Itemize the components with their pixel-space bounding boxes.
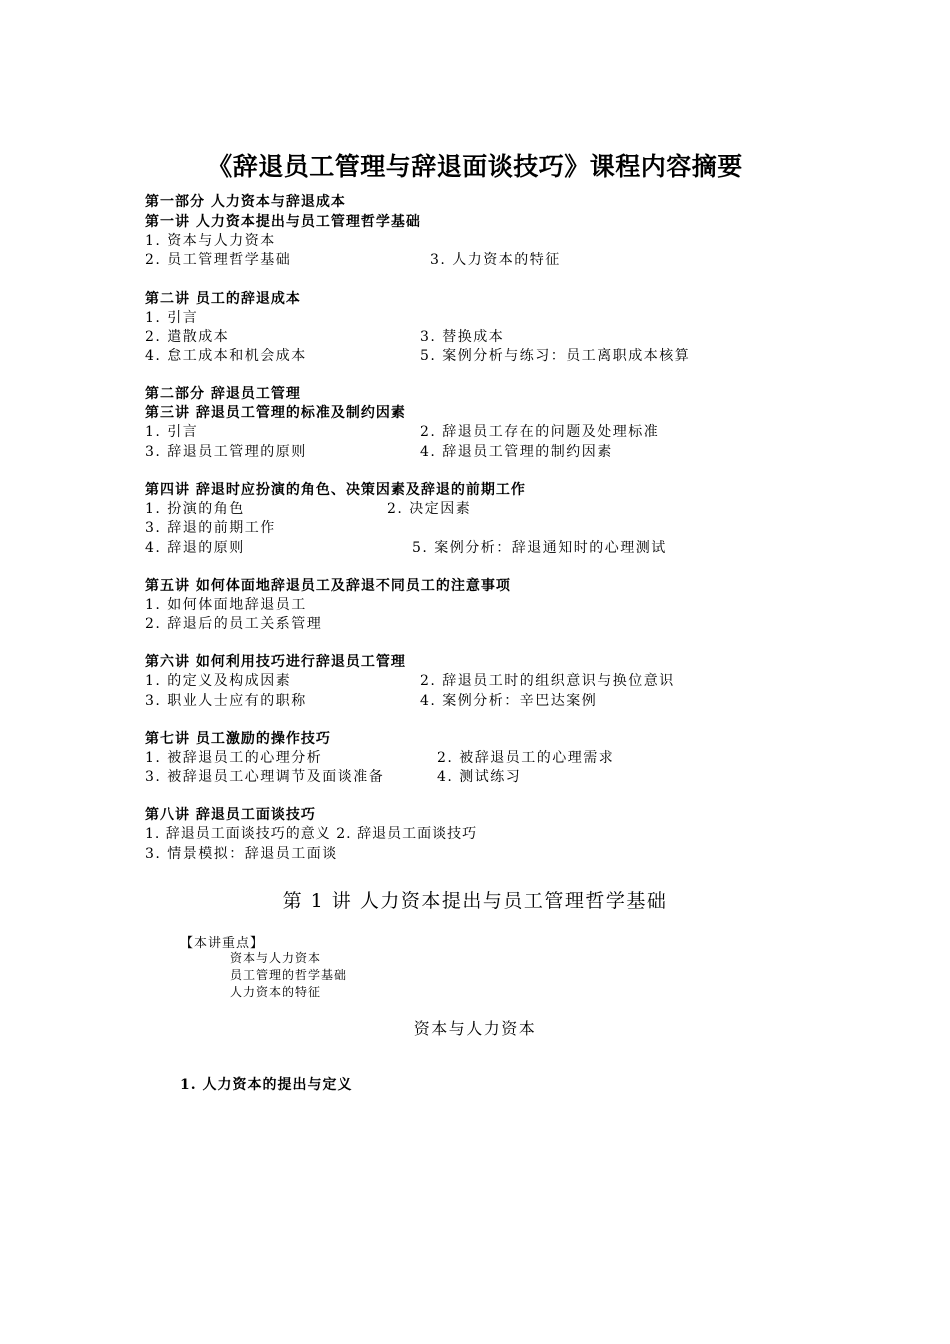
section-caption: 资本与人力资本	[413, 1019, 537, 1038]
lecture6-heading: 第六讲 如何利用技巧进行辞退员工管理	[145, 654, 406, 670]
list-item: 4. 怠工成本和机会成本	[145, 348, 307, 364]
list-item: 3. 辞退的前期工作	[145, 520, 276, 536]
key-point-item: 资本与人力资本	[230, 951, 322, 965]
lecture4-heading: 第四讲 辞退时应扮演的角色、决策因素及辞退的前期工作	[145, 482, 526, 498]
list-item: 4. 测试练习	[437, 769, 522, 785]
list-item: 3. 替换成本	[420, 329, 505, 345]
list-item: 1. 的定义及构成因素	[145, 673, 292, 689]
list-item: 1. 资本与人力资本	[145, 233, 276, 249]
list-item: 2. 被辞退员工的心理需求	[437, 750, 615, 766]
list-item: 1. 被辞退员工的心理分析	[145, 750, 323, 766]
list-item: 3. 职业人士应有的职称	[145, 693, 307, 709]
list-item: 2. 辞退员工存在的问题及处理标准	[420, 424, 660, 440]
lecture8-heading: 第八讲 辞退员工面谈技巧	[145, 807, 316, 823]
list-item: 1. 引言	[145, 310, 199, 326]
list-item: 1. 辞退员工面谈技巧的意义 2. 辞退员工面谈技巧	[145, 826, 478, 842]
list-item: 2. 员工管理哲学基础	[145, 252, 292, 268]
list-item: 3. 情景模拟：辞退员工面谈	[145, 846, 338, 862]
list-item: 3. 辞退员工管理的原则	[145, 444, 307, 460]
list-item: 4. 案例分析：辛巴达案例	[420, 693, 598, 709]
key-point-item: 人力资本的特征	[230, 985, 322, 999]
part1-heading: 第一部分 人力资本与辞退成本	[145, 194, 346, 210]
list-item: 2. 遣散成本	[145, 329, 230, 345]
document-title: 《辞退员工管理与辞退面谈技巧》课程内容摘要	[207, 152, 743, 181]
list-item: 2. 辞退员工时的组织意识与换位意识	[420, 673, 675, 689]
list-item: 2. 决定因素	[387, 501, 472, 517]
list-item: 3. 被辞退员工心理调节及面谈准备	[145, 769, 385, 785]
key-points-label: 【本讲重点】	[180, 936, 265, 951]
lecture1-heading: 第一讲 人力资本提出与员工管理哲学基础	[145, 214, 421, 230]
list-item: 5. 案例分析与练习：员工离职成本核算	[420, 348, 691, 364]
subsection-heading: 1. 人力资本的提出与定义	[180, 1077, 353, 1093]
list-item: 3. 人力资本的特征	[430, 252, 561, 268]
lecture2-heading: 第二讲 员工的辞退成本	[145, 291, 301, 307]
list-item: 1. 扮演的角色	[145, 501, 245, 517]
list-item: 5. 案例分析：辞退通知时的心理测试	[412, 540, 667, 556]
key-point-item: 员工管理的哲学基础	[230, 968, 348, 982]
part2-heading: 第二部分 辞退员工管理	[145, 386, 301, 402]
list-item: 4. 辞退员工管理的制约因素	[420, 444, 613, 460]
lecture5-heading: 第五讲 如何体面地辞退员工及辞退不同员工的注意事项	[145, 578, 511, 594]
list-item: 1. 引言	[145, 424, 199, 440]
lecture3-heading: 第三讲 辞退员工管理的标准及制约因素	[145, 405, 406, 421]
lecture7-heading: 第七讲 员工激励的操作技巧	[145, 731, 331, 747]
section-title: 第 1 讲 人力资本提出与员工管理哲学基础	[282, 890, 668, 912]
list-item: 4. 辞退的原则	[145, 540, 245, 556]
list-item: 1. 如何体面地辞退员工	[145, 597, 307, 613]
list-item: 2. 辞退后的员工关系管理	[145, 616, 323, 632]
